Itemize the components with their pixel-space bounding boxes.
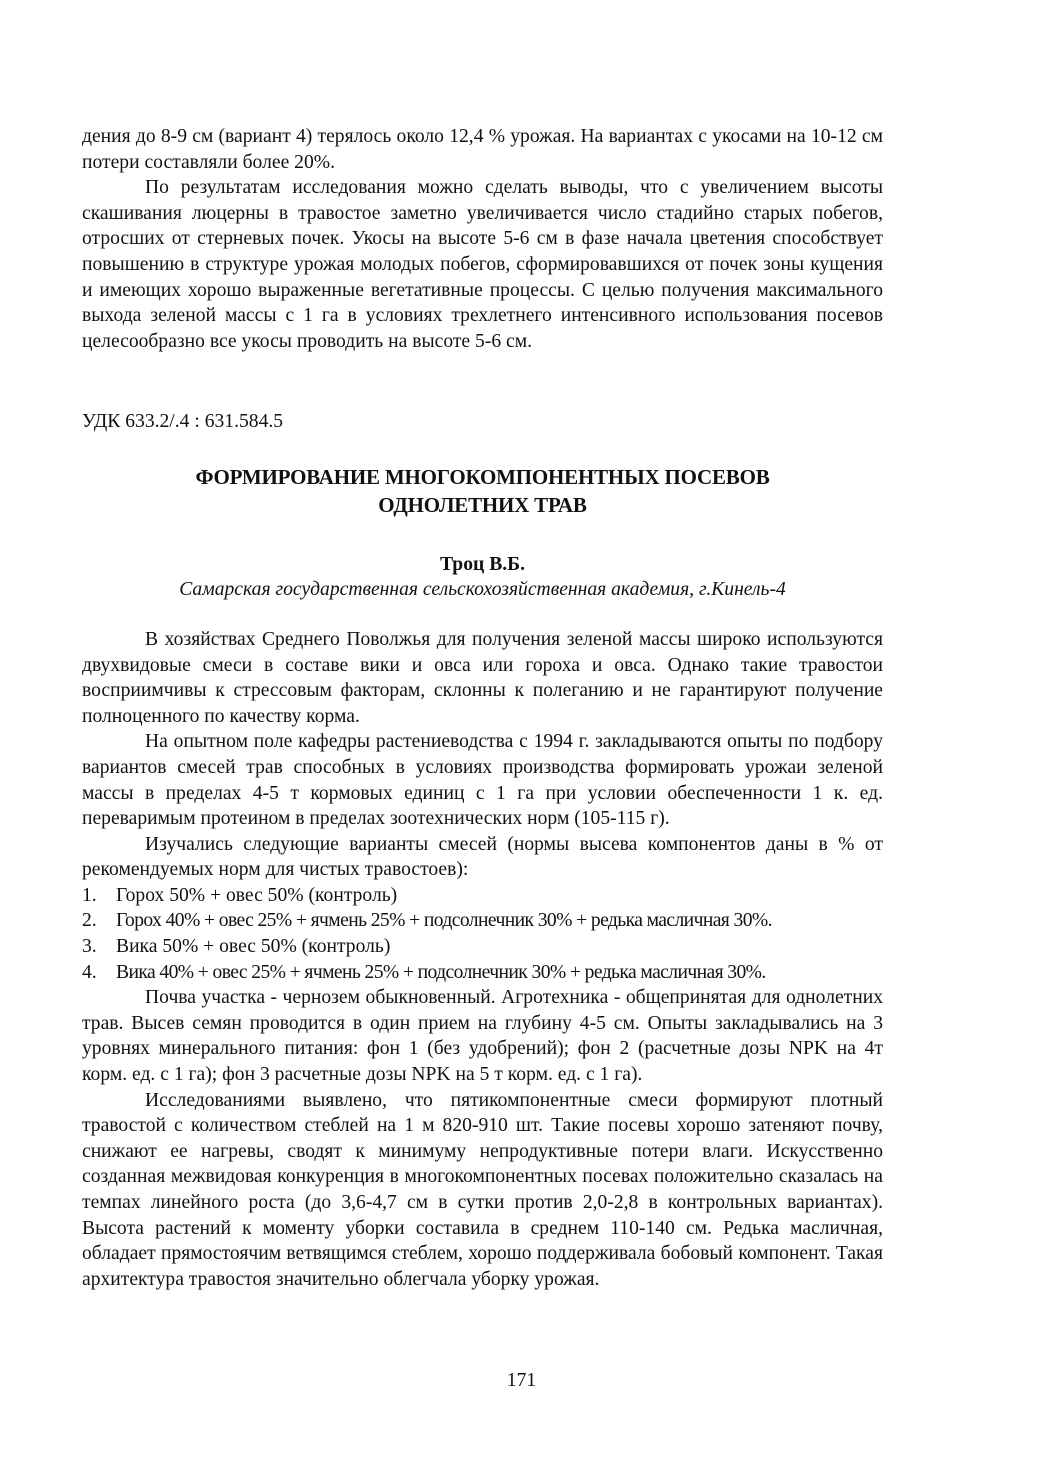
list-item-text: Горох 40% + овес 25% + ячмень 25% + подсолнечник 30% + редька масличная 30%. — [116, 910, 772, 932]
body-paragraph-3: Изучались следующие варианты смесей (нормы высева компонентов даны в % от рекомендуемых норм для чистых травостоев): — [82, 833, 883, 881]
list-item — [82, 883, 883, 909]
article-author: Троц В.Б. — [439, 553, 526, 575]
list-item — [82, 960, 883, 986]
list-item-number: 1. — [82, 884, 97, 906]
list-item — [82, 908, 883, 934]
body-paragraph-1: В хозяйствах Среднего Поволжья для получения зеленой массы широко используются двухвидовые смеси в составе вики и овса или гороха и овса. Однако такие травостои восприимчивы к стрессовым факторам, склонны к полеганию и не гарантируют получение полноценного по качеству корма. — [82, 628, 883, 727]
body-paragraph-5: Исследованиями выявлено, что пятикомпонентные смеси формируют плотный травостой с количеством стеблей на 1 м 820-910 шт. Такие посевы хорошо затеняют почву, снижают ее нагревы, сводят к минимуму непродуктивные потери влаги. Искусственно созданная межвидовая конкуренция в многокомпонентных посевах положительно сказалась на темпах линейного роста (до 3,6-4,7 см в сутки против 2,0-2,8 в контрольных вариантах). Высота растений к моменту уборки составила в среднем 110-140 см. Редька масличная, обладает прямостоячим ветвящимся стеблем, хорошо поддерживала бобовый компонент. Такая архитектура травостоя значительно облегчала уборку урожая. — [82, 1089, 883, 1290]
document-page — [82, 124, 883, 1292]
article-affiliation: Самарская государственная сельскохозяйственная академия, г.Кинель-4 — [179, 578, 786, 600]
continuation-paragraph-2: По результатам исследования можно сделать выводы, что с увеличением высоты скашивания люцерны в травостое заметно увеличивается число стадийно старых побегов, отросших от стерневых почек. Укосы на высоте 5-6 см в фазе начала цветения способствует повышению в структуре урожая молодых побегов, сформировавшихся от почек зоны кущения и имеющих хорошо выраженные вегетативные процессы. С целью получения максимального выхода зеленой массы с 1 га в условиях трехлетнего интенсивного использования посевов целесообразно все укосы проводить на высоте 5-6 см. — [82, 177, 883, 352]
list-item-number: 3. — [82, 936, 97, 958]
article-title-line-1: ФОРМИРОВАНИЕ МНОГОКОМПОНЕНТНЫХ ПОСЕВОВ — [195, 464, 770, 489]
list-item-number: 2. — [82, 910, 97, 932]
list-item-text: Горох 50% + овес 50% (контроль) — [116, 884, 398, 906]
body-paragraph-2: На опытном поле кафедры растениеводства с 1994 г. закладываются опыты по подбору вариантов смесей трав способных в условиях производства формировать урожаи зеленой массы в пределах 4-5 т кормовых единиц с 1 га при условии обеспеченности 1 к. ед. переваримым протеином в пределах зоотехнических норм (105-115 г). — [82, 731, 883, 830]
page-number: 171 — [506, 1370, 537, 1391]
body-paragraph-4: Почва участка - чернозем обыкновенный. Агротехника - общепринятая для однолетних трав. Высев семян проводится в один прием на глубину 4-5 см. Опыты закладывались на 3 уровнях минерального питания: фон 1 (без удобрений); фон 2 (расчетные дозы NPK на 4т корм. ед. с 1 га); фон 3 расчетные дозы NPK на 5 т корм. ед. с 1 га). — [82, 987, 883, 1086]
continuation-paragraph-1: дения до 8-9 см (вариант 4) терялось около 12,4 % урожая. На вариантах с укосами на 10-12 см потери составляли более 20%. — [82, 126, 883, 173]
list-item-text: Вика 40% + овес 25% + ячмень 25% + подсолнечник 30% + редька масличная 30%. — [116, 961, 766, 983]
variants-list — [82, 883, 883, 985]
udk-code: УДК 633.2/.4 : 631.584.5 — [82, 411, 284, 433]
list-item-text: Вика 50% + овес 50% (контроль) — [116, 936, 391, 958]
list-item-number: 4. — [82, 961, 97, 983]
article-title-line-2: ОДНОЛЕТНИХ ТРАВ — [378, 492, 587, 517]
article-title — [82, 463, 883, 519]
section-spacer — [82, 602, 883, 627]
list-item — [82, 934, 883, 960]
